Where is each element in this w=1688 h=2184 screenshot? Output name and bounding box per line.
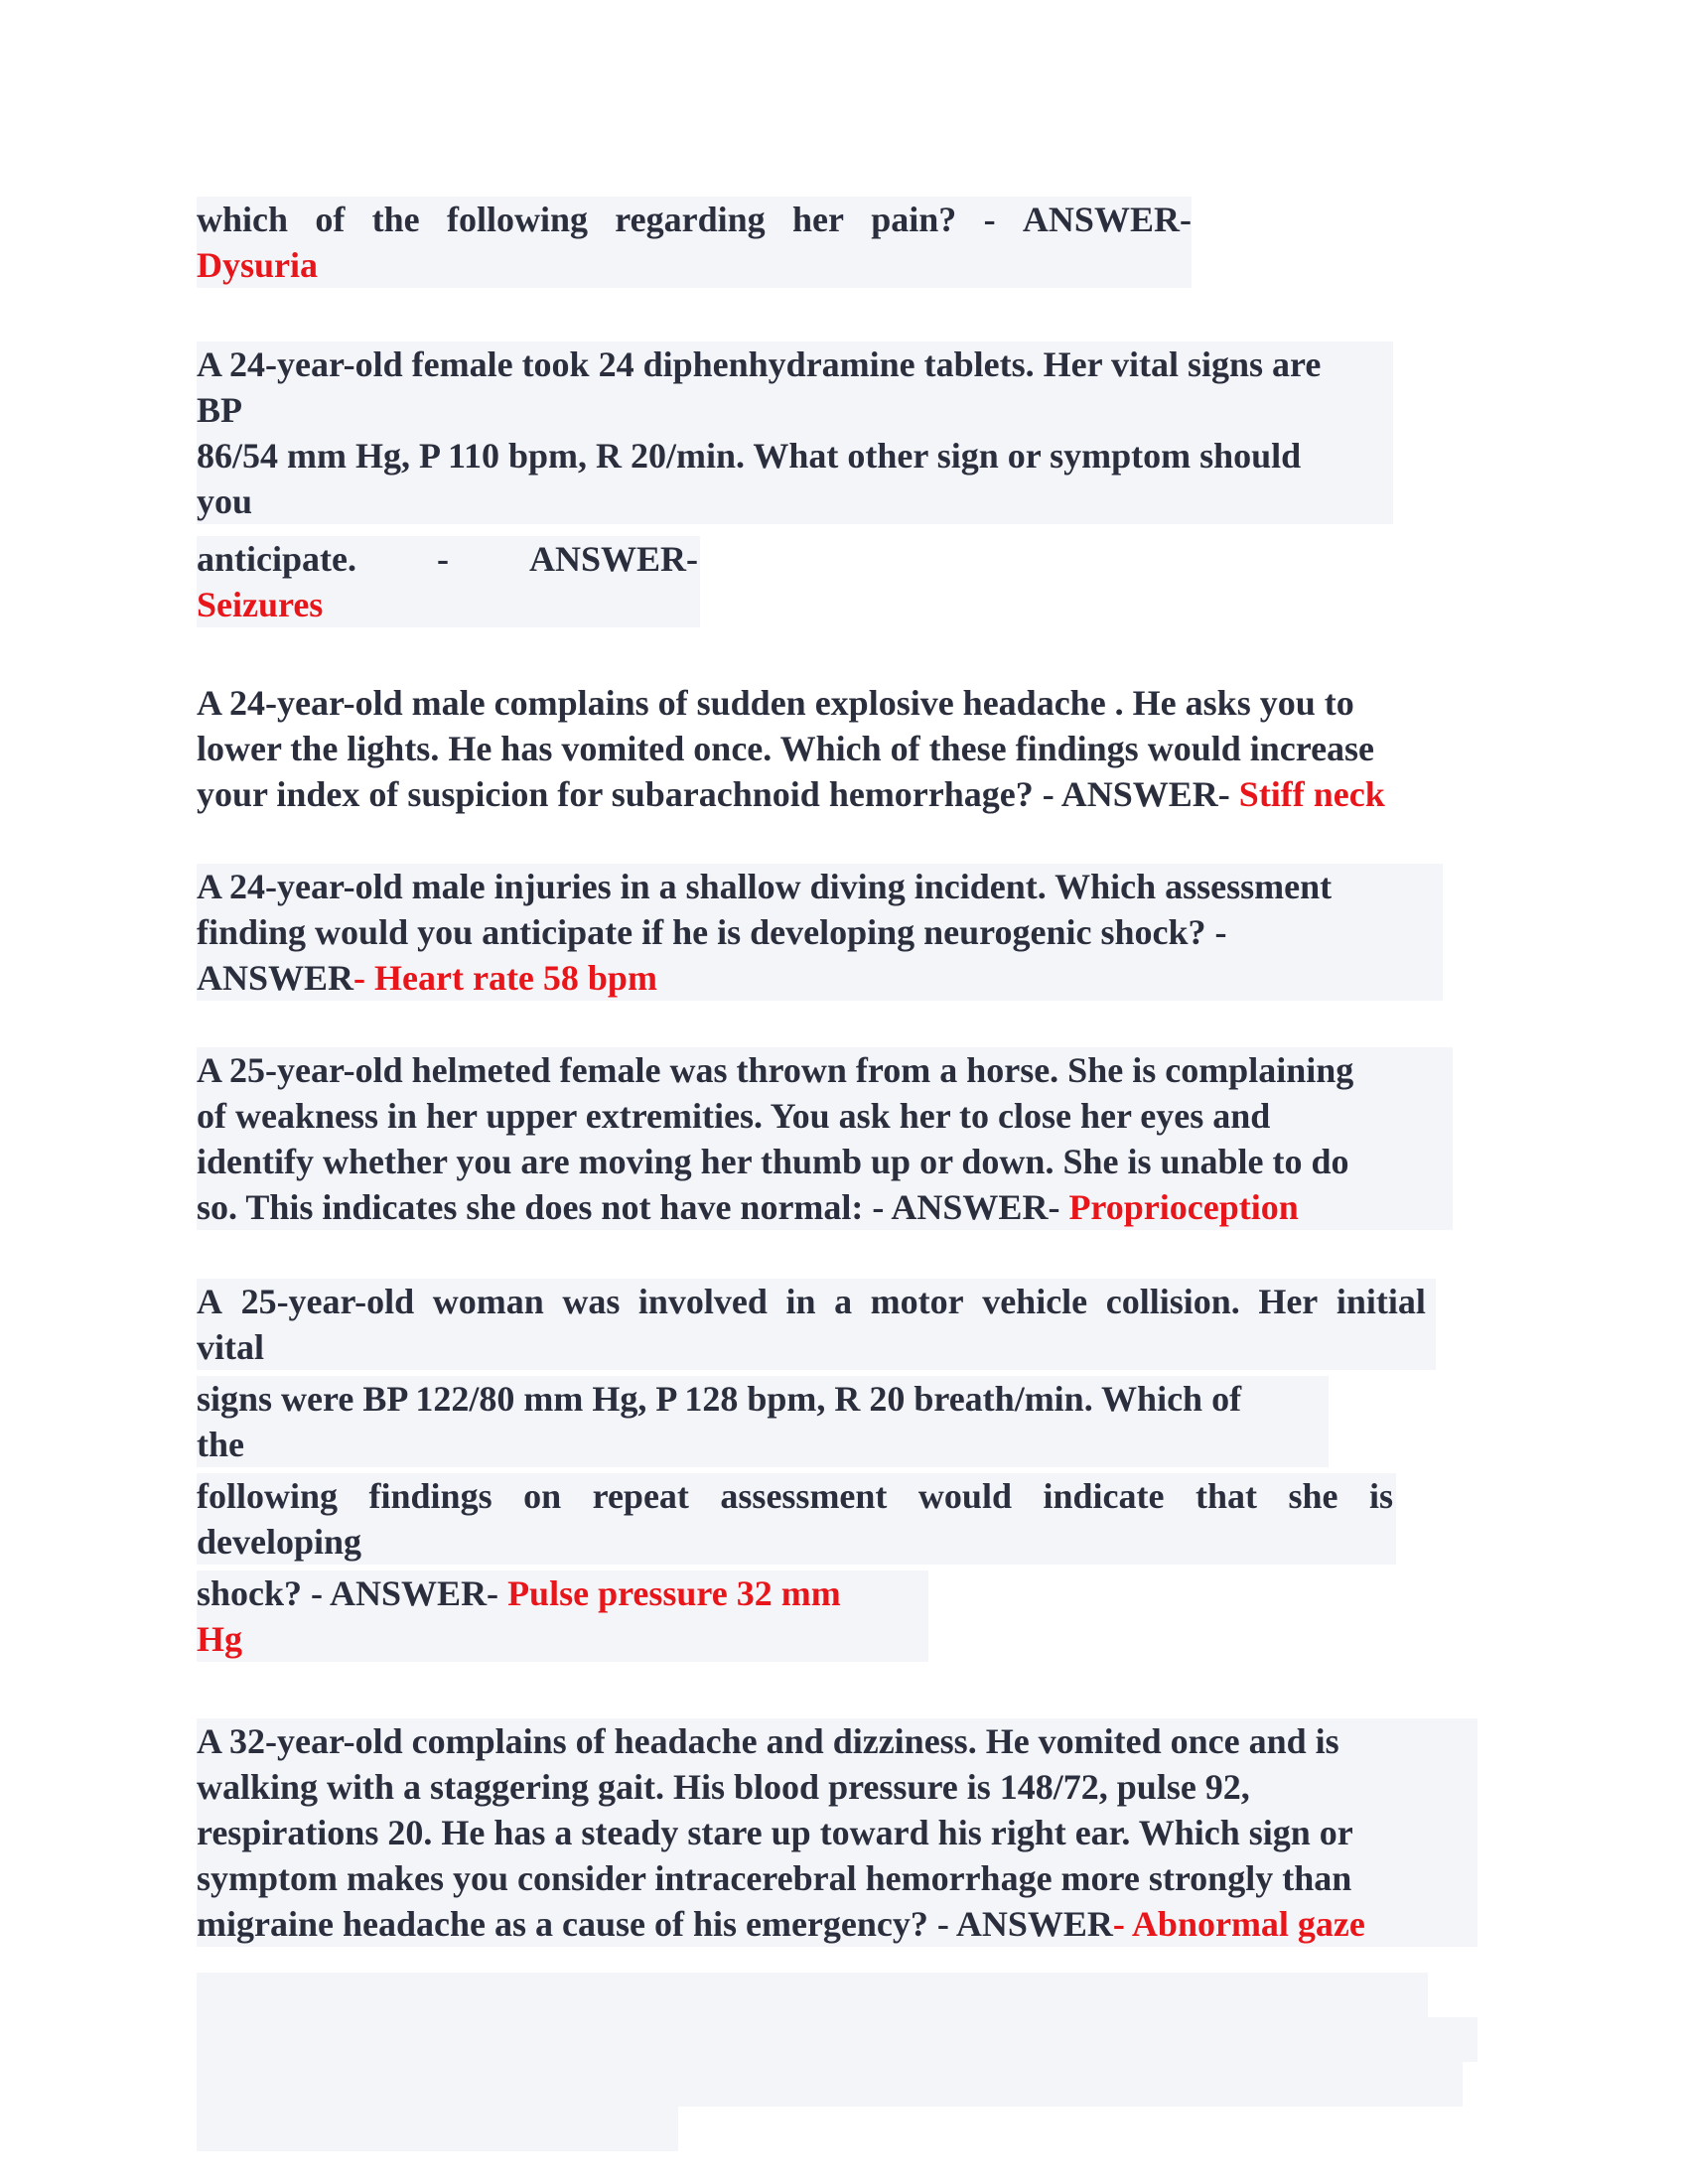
- question-text: finding would you anticipate if he is developing neurogenic shock? -: [197, 912, 1227, 952]
- answer-text: Stiff neck: [1238, 774, 1385, 814]
- question-text: developing: [197, 1522, 362, 1562]
- answer-text: - Heart rate 58 bpm: [353, 958, 657, 998]
- question-text: vital: [197, 1327, 264, 1367]
- question-text: 86/54 mm Hg, P 110 bpm, R 20/min. What other sign or symptom should: [197, 436, 1302, 476]
- question-text: signs were BP 122/80 mm Hg, P 128 bpm, R 20 breath/min. Which of: [197, 1379, 1242, 1419]
- answer-text: Proprioception: [1068, 1187, 1299, 1227]
- question-block: [197, 197, 1192, 288]
- question-text: so. This indicates she does not have normal: - ANSWER- Proprioception: [197, 1187, 1299, 1227]
- question-block: [197, 1047, 1453, 1230]
- answer-text: Pulse pressure 32 mm: [507, 1573, 841, 1613]
- question-text: ANSWER- Heart rate 58 bpm: [197, 958, 657, 998]
- question-text: the: [197, 1425, 244, 1464]
- question-block: [197, 1376, 1329, 1467]
- question-text: A 25-year-old helmeted female was thrown from a horse. She is complaining: [197, 1050, 1354, 1090]
- question-text: A 24-year-old male injuries in a shallow diving incident. Which assessment: [197, 867, 1333, 906]
- question-text: lower the lights. He has vomited once. Which of these findings would increase: [197, 729, 1375, 768]
- answer-text: Seizures: [197, 585, 324, 624]
- question-block: [197, 341, 1393, 524]
- answer-text: Hg: [197, 1619, 243, 1659]
- question-text: which of the following regarding her pain? - ANSWER-: [197, 200, 1192, 239]
- question-text: your index of suspicion for subarachnoid hemorrhage? - ANSWER- Stiff neck: [197, 774, 1385, 814]
- question-block: [197, 1570, 928, 1662]
- answer-text: Dysuria: [197, 245, 319, 285]
- empty-text-region: [197, 2107, 678, 2151]
- question-text: of weakness in her upper extremities. You ask her to close her eyes and: [197, 1096, 1271, 1136]
- question-block: [197, 1473, 1396, 1565]
- question-text: A 32-year-old complains of headache and dizziness. He vomited once and is: [197, 1721, 1339, 1761]
- question-text: BP: [197, 390, 243, 430]
- question-text: you: [197, 481, 253, 521]
- question-block: [197, 864, 1443, 1001]
- empty-text-region: [197, 2062, 1463, 2107]
- question-text: respirations 20. He has a steady stare up toward his right ear. Which sign or: [197, 1813, 1353, 1852]
- question-text: identify whether you are moving her thumb up or down. She is unable to do: [197, 1142, 1349, 1181]
- question-text: shock? - ANSWER- Pulse pressure 32 mm: [197, 1573, 841, 1613]
- question-text: A 25-year-old woman was involved in a motor vehicle collision. Her initial: [197, 1282, 1426, 1321]
- empty-text-region: [197, 2017, 1477, 2062]
- question-text: A 24-year-old male complains of sudden explosive headache . He asks you to: [197, 683, 1354, 723]
- question-text: following findings on repeat assessment would indicate that she is: [197, 1476, 1393, 1516]
- question-text: walking with a staggering gait. His blood pressure is 148/72, pulse 92,: [197, 1767, 1250, 1807]
- question-block: [197, 536, 700, 627]
- question-text: anticipate. - ANSWER-: [197, 539, 698, 579]
- question-text: symptom makes you consider intracerebral hemorrhage more strongly than: [197, 1858, 1352, 1898]
- empty-text-region: [197, 1973, 1428, 2017]
- question-block: [197, 1718, 1477, 1947]
- question-block: [197, 680, 1487, 817]
- question-text: A 24-year-old female took 24 diphenhydramine tablets. Her vital signs are: [197, 344, 1322, 384]
- answer-text: - Abnormal gaze: [1112, 1904, 1365, 1944]
- question-block: [197, 1279, 1436, 1370]
- question-text: migraine headache as a cause of his emergency? - ANSWER- Abnormal gaze: [197, 1904, 1365, 1944]
